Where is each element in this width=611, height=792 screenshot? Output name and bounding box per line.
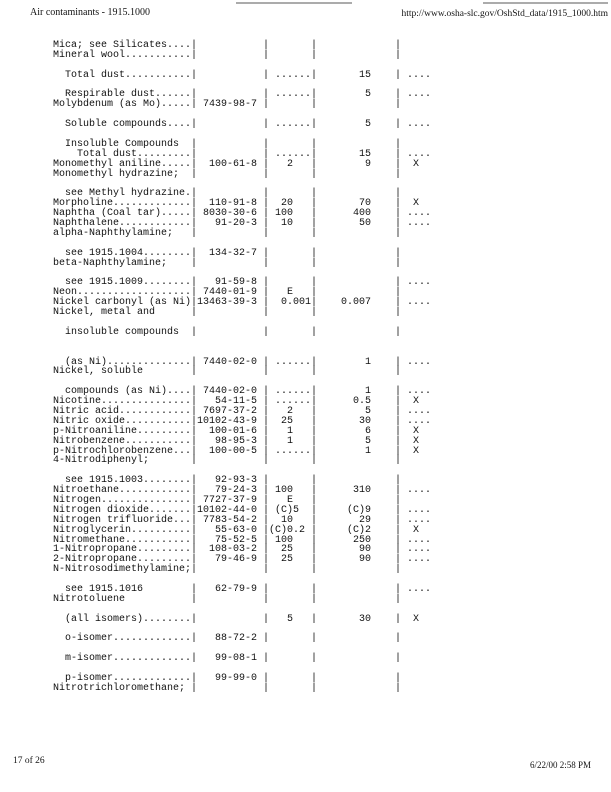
table-line: (as Ni)..............| 7440-02-0 | ......| 1 | ....: [53, 356, 432, 368]
table-line: Soluble compounds....| | ......| 5 | ....: [53, 119, 432, 131]
table-line: alpha-Naphthylamine; | | | |: [53, 227, 402, 239]
table-line: see 1915.1016 | 62-79-9 | | | ....: [53, 583, 432, 595]
table-line: Nitrogen trifluoride...| 7783-54-2 | 10 | 29 | ....: [53, 514, 432, 526]
table-line: Nitroglycerin..........| 55-63-0 |(C)0.2 | (C)2 | X: [53, 524, 420, 536]
table-line: Monomethyl aniline.....| 100-61-8 | 2 | 9 | X: [53, 158, 420, 170]
print-timestamp: 6/22/00 2:58 PM: [529, 760, 591, 770]
table-line: Nitromethane...........| 75-52-5 | 100 | 250 | ....: [53, 534, 432, 546]
table-line: p-Nitrochlorobenzene...| 100-00-5 | ......| 1 | X: [53, 445, 420, 457]
table-line: Total dust.........| | ......| 15 | ....: [53, 148, 432, 160]
table-line: Mica; see Silicates....| | | |: [53, 40, 402, 51]
table-line: Nitrobenzene...........| 98-95-3 | 1 | 5 | X: [53, 435, 420, 447]
table-line: N-Nitrosodimethylamine;| | | |: [53, 564, 402, 576]
table-line: compounds (as Ni)....| 7440-02-0 | ......| 1 | ....: [53, 386, 432, 398]
table-line: Nicotine...............| 54-11-5 | ......| 0.5 | X: [53, 396, 420, 408]
table-line: Naphthalene............| 91-20-3 | 10 | 50 | ....: [53, 218, 432, 230]
page-number: 17 of 26: [13, 756, 45, 766]
table-line: p-Nitroaniline.........| 100-01-6 | 1 | 6 | X: [53, 425, 420, 437]
table-line: [53, 338, 431, 348]
table-line: insoluble compounds | | | |: [53, 326, 402, 338]
table-line: Nitrotoluene | | | |: [53, 593, 402, 605]
table-line: Morpholine.............| 110-91-8 | 20 | 70 | X: [53, 198, 420, 210]
table-line: 4-Nitrodiphenyl; | | | |: [53, 455, 402, 467]
table-line: Nickel, metal and | | | |: [53, 307, 402, 319]
table-line: see 1915.1003........| 92-93-3 | | |: [53, 475, 402, 487]
print-artifact-line-left: [236, 2, 352, 4]
table-line: Nitric oxide...........|10102-43-9 | 25 | 30 | ....: [53, 415, 432, 427]
table-line: 2-Nitropropane.........| 79-46-9 | 25 | 90 | ....: [53, 554, 432, 566]
table-line: Nitrotrichloromethane; | | | |: [53, 682, 402, 694]
table-line: Nickel, soluble | | | |: [53, 366, 402, 378]
print-artifact-line-right: [483, 2, 608, 4]
table-line: see Methyl hydrazine.| | | |: [53, 188, 402, 200]
table-line: (all isomers)........| | 5 | 30 | X: [53, 613, 420, 625]
table-line: m-isomer.............| 99-08-1 | | |: [53, 653, 402, 665]
table-line: p-isomer.............| 99-99-0 | | |: [53, 673, 402, 684]
table-line: Total dust...........| | ......| 15 | ....: [53, 69, 432, 81]
table-line: Nickel carbonyl (as Ni)|13463-39-3 | 0.001| 0.007 | ....: [53, 297, 432, 309]
table-line: Insoluble Compounds | | | |: [53, 138, 402, 150]
table-line: see 1915.1009........| 91-59-8 | | | ....: [53, 277, 432, 289]
table-line: Nitric acid............| 7697-37-2 | 2 | 5 | ....: [53, 405, 432, 417]
table-line: 1-Nitropropane.........| 108-03-2 | 25 | 90 | ....: [53, 544, 432, 556]
table-line: Nitroethane............| 79-24-3 | 100 | 310 | ....: [53, 485, 432, 497]
table-line: beta-Naphthylamine; | | | |: [53, 257, 402, 269]
table-line: Monomethyl hydrazine; | | | |: [53, 168, 402, 180]
table-line: Nitrogen dioxide.......|10102-44-0 | (C)5 | (C)9 | ....: [53, 504, 432, 516]
table-line: Naphtha (Coal tar).....| 8030-30-6 | 100 | 400 | ....: [53, 208, 432, 220]
table-line: Nitrogen...............| 7727-37-9 | E | |: [53, 494, 402, 506]
document-url: http://www.osha-slc.gov/OshStd_data/1915_1000.htm: [401, 9, 608, 19]
table-line: o-isomer.............| 88-72-2 | | |: [53, 633, 402, 645]
table-line: Mineral wool...........| | | |: [53, 49, 402, 61]
table-line: see 1915.1004........| 134-32-7 | | |: [53, 247, 402, 259]
table-line: Respirable dust......| | ......| 5 | ....: [53, 89, 432, 101]
table-line: Neon...................| 7440-01-9 | E | |: [53, 287, 402, 299]
table-line: Molybdenum (as Mo).....| 7439-98-7 | | |: [53, 99, 402, 111]
contaminants-table: [53, 41, 431, 694]
document-title: Air contaminants - 1915.1000: [30, 7, 150, 18]
